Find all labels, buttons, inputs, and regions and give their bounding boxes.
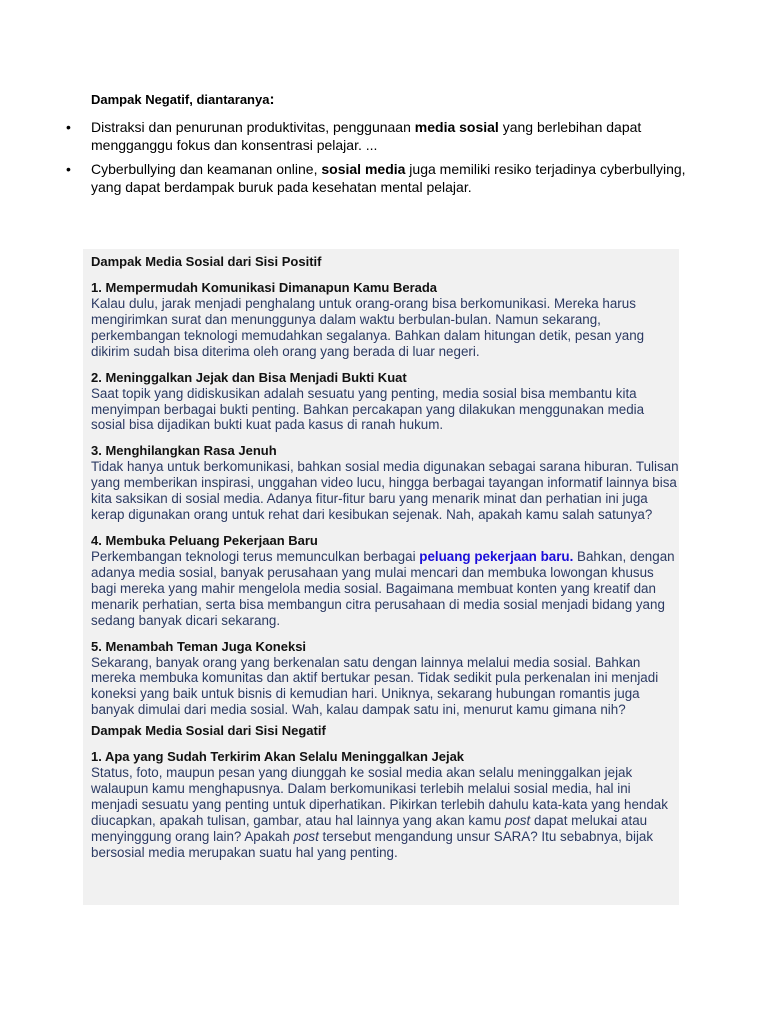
paragraph-text: Bahkan, dengan adanya media sosial, banyak perusahaan yang mulai mencari dan membuka lowongan khusus bagi mereka yang mahir mengelola media sosial. Bagaimana membuat konten yang kreatif dan menarik perhatian, serta bisa membangun citra perusahaan di media sosial menjadi bidang yang sedang banyak dicari sekarang.	[91, 548, 675, 628]
negative-summary-heading	[91, 91, 274, 109]
positive-item-text	[91, 549, 681, 629]
negative-item-heading: 1. Apa yang Sudah Terkirim Akan Selalu Meninggalkan Jejak	[91, 749, 465, 765]
paragraph-italic-text: post	[504, 812, 531, 828]
positive-item-text: Kalau dulu, jarak menjadi penghalang untuk orang-orang bisa berkomunikasi. Mereka harus mengirimkan surat dan menunggunya dalam waktu berbulan-bulan. Namun sekarang, perkembangan teknologi memudahkan segalanya. Bahkan dalam hitungan detik, pesan yang dikirim sudah bisa diterima oleh orang yang berada di luar negeri.	[91, 296, 645, 359]
heading-colon: :	[269, 91, 275, 108]
peluang-pekerjaan-link[interactable]: peluang pekerjaan baru.	[419, 548, 574, 564]
positive-item-heading: 3. Menghilangkan Rasa Jenuh	[91, 443, 277, 459]
list-item	[0, 160, 768, 196]
bullet-text: Distraksi dan penurunan produktivitas, penggunaan	[91, 119, 415, 135]
bullet-icon: •	[66, 119, 71, 135]
positive-item-heading: 2. Meninggalkan Jejak dan Bisa Menjadi Bukti Kuat	[91, 369, 407, 385]
paragraph-text: dapat melukai atau menyinggung orang lain? Apakah	[91, 812, 648, 844]
bullet-bold-text: sosial media	[321, 161, 406, 177]
bullet-bold-text: media sosial	[414, 119, 499, 135]
heading-text: Dampak Negatif, diantaranya	[91, 92, 270, 107]
positive-item-heading: 1. Mempermudah Komunikasi Dimanapun Kamu Berada	[91, 280, 438, 295]
bullet-text: yang berlebihan dapat mengganggu fokus dan konsentrasi pelajar. ...	[91, 119, 642, 153]
positive-item-text: Saat topik yang didiskusikan adalah sesuatu yang penting, media sosial bisa membantu kita menyimpan berbagai bukti penting. Bahkan percakapan yang dilakukan menggunakan media sosial bisa dijadikan bukti kuat pada kasus di ranah hukum.	[91, 385, 645, 433]
quoted-article-content	[91, 253, 681, 870]
positive-item-heading: 4. Membuka Peluang Pekerjaan Baru	[91, 532, 318, 548]
paragraph-text: tersebut mengandung unsur SARA? Itu sebabnya, bijak bersosial media merupakan suatu hal yang penting.	[91, 828, 654, 860]
list-item	[0, 118, 768, 154]
positive-item-heading: 5. Menambah Teman Juga Koneksi	[91, 638, 307, 654]
paragraph-text: Perkembangan teknologi terus memunculkan berbagai	[91, 548, 420, 564]
bullet-text: juga memiliki resiko terjadinya cyberbullying, yang dapat berdampak buruk pada kesehatan mental pelajar.	[91, 161, 686, 195]
paragraph-text: Status, foto, maupun pesan yang diunggah ke sosial media akan selalu meninggalkan jejak walaupun kamu menghapusnya. Dalam berkomunikasi terlebih melalui sosial media, hal ini menjadi sesuatu yang penting untuk diperhatikan. Pikirkan terlebih dahulu kata-kata yang hendak diucapkan, apakah tulisan, gambar, atau hal lainnya yang akan kamu	[91, 765, 668, 828]
bullet-text: Cyberbullying dan keamanan online,	[91, 161, 322, 177]
negative-section-title: Dampak Media Sosial dari Sisi Negatif	[91, 723, 326, 739]
negative-item-text	[91, 765, 681, 860]
positive-item-text: Sekarang, banyak orang yang berkenalan satu dengan lainnya melalui media sosial. Bahkan mereka membuka komunitas dan aktif bertukar pesan. Tidak sedikit pula perkenalan ini menjadi koneksi yang baik untuk bisnis di kemudian hari. Uniknya, sekarang hubungan romantis juga banyak dimulai dari media sosial. Wah, kalau dampak satu ini, menurut kamu gimana nih?	[91, 654, 659, 718]
paragraph-italic-text: post	[293, 828, 319, 844]
negative-bullet-list	[0, 118, 768, 202]
positive-item-text: Tidak hanya untuk berkomunikasi, bahkan sosial media digunakan sebagai sarana hiburan. Tulisan yang memberikan inspirasi, unggahan video lucu, hingga berbagai tayangan informatif lainnya bisa kita saksikan di sosial media. Adanya fitur-fitur baru yang menarik minat dan perhatian ini juga kerap digunakan orang untuk rehat dari kesibukan sejenak. Nah, apakah kamu salah satunya?	[91, 459, 679, 523]
bullet-icon: •	[66, 161, 71, 177]
positive-section-title: Dampak Media Sosial dari Sisi Positif	[91, 254, 322, 269]
